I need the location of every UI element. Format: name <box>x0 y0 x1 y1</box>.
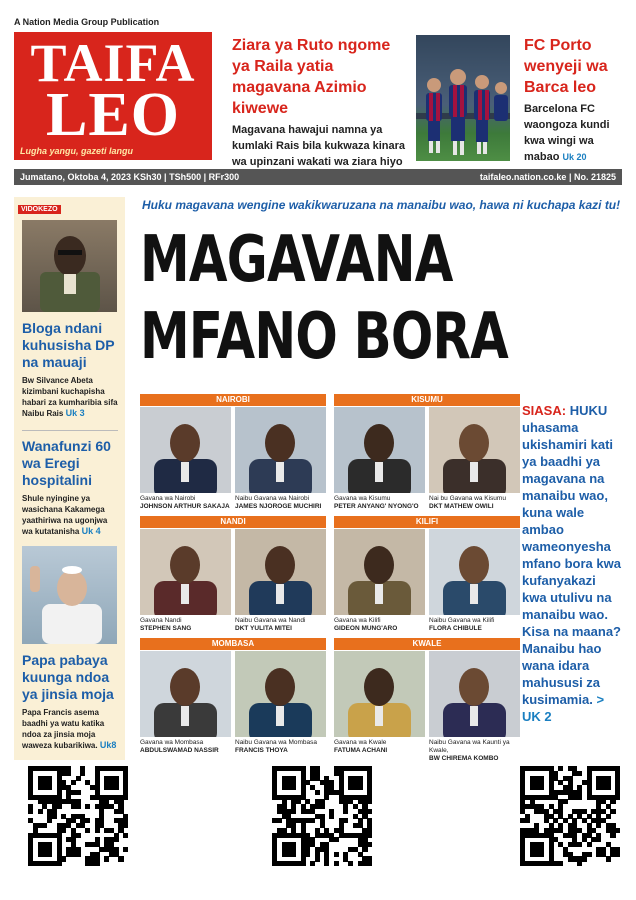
portrait-caption <box>334 739 429 755</box>
sidebar-story-papa[interactable] <box>22 652 120 751</box>
portrait-caption <box>235 617 330 633</box>
siasa-label: SIASA: <box>522 403 567 418</box>
caption-role: Naibu Gavana wa Nandi <box>235 617 306 624</box>
vidokezo-label: VIDOKEZO <box>18 205 61 214</box>
page-ref: Uk 4 <box>81 526 101 536</box>
caption-role: Naibu Gavana wa Kilifi <box>429 617 495 624</box>
qr-code[interactable] <box>520 766 620 866</box>
taifa-leo-logo <box>14 32 212 160</box>
website-issue-number: taifaleo.nation.co.ke | No. 21825 <box>479 172 616 182</box>
caption-name: FRANCIS THOYA <box>235 747 288 754</box>
county-bar-nandi: NANDI <box>140 516 326 528</box>
teaser-text: Magavana hawajui namna ya kumlaki Rais bila kukwaza kinara wa upinzani wakati wa ziara hiyo <box>232 122 412 186</box>
caption-role: Naibu Gavana wa Nairobi <box>235 495 310 502</box>
qr-code[interactable] <box>272 766 372 866</box>
sidebar-story-bloga[interactable] <box>22 320 120 419</box>
portrait-photo <box>235 529 326 615</box>
caption-role: Gavana wa Nairobi <box>140 495 196 502</box>
main-kicker: Huku magavana wengine wakikwaruzana na manaibu wao, hawa ni kuchapa kazi tu! <box>142 198 621 212</box>
caption-name: JOHNSON ARTHUR SAKAJA <box>140 503 230 510</box>
portrait-photo <box>334 651 425 737</box>
logo-tagline: Lugha yangu, gazeti langu <box>20 146 134 156</box>
caption-name: DKT MATHEW OWILI <box>429 503 494 510</box>
logo-word-leo: LEO <box>46 81 180 149</box>
caption-role: Gavana Nandi <box>140 617 182 624</box>
caption-name: JAMES NJOROGE MUCHIRI <box>235 503 322 510</box>
caption-role: Nai bu Gavana wa Kisumu <box>429 495 506 502</box>
sidebar-photo-abeta <box>22 220 117 312</box>
story-text: Papa Francis asema baadhi ya watu katika ndoa za jinsia moja waweza kubarikiwa. Uk8 <box>22 708 117 750</box>
headline-line-2: MFANO BORA <box>140 300 509 374</box>
page-ref: Uk8 <box>99 740 117 750</box>
portrait-caption <box>429 495 524 511</box>
story-title: Bloga ndani kuhusisha DP na mauaji <box>22 320 115 370</box>
portrait-photo <box>140 407 231 493</box>
caption-role: Naibu Gavana wa Kaunti ya Kwale, <box>429 739 510 754</box>
siasa-page-ref: > UK 2 <box>522 692 605 724</box>
story-text: Bw Silvance Abeta kizimbani kuchapisha habari za kumharibia sifa Naibu Rais Uk 3 <box>22 376 118 418</box>
story-title: Wanafunzi 60 wa Eregi hospitalini <box>22 438 111 488</box>
caption-name: GIDEON MUNG'ARO <box>334 625 398 632</box>
teaser-porto[interactable] <box>524 35 624 165</box>
caption-name: STEPHEN SANG <box>140 625 192 632</box>
football-photo <box>416 35 510 161</box>
portrait-photo <box>429 651 520 737</box>
county-bar-mombasa: MOMBASA <box>140 638 326 650</box>
publisher-line: A Nation Media Group Publication <box>14 17 160 27</box>
page-ref: Uk 3 <box>65 408 85 418</box>
portrait-caption <box>140 495 235 511</box>
teaser-title: Ziara ya Ruto ngome ya Raila yatia magavana Azimio kiwewe <box>232 37 391 117</box>
football-players-illustration <box>416 35 510 161</box>
portrait-caption <box>235 739 330 755</box>
siasa-text: HUKU uhasama ukishamiri kati ya baadhi ya magavana na manaibu wao, kuna wale ambao wameonyesha mfano bora kwa kufanyakazi kwa utulivu na manaibu wao. Kisa na maana? Manaibu hao wana idara mahususi za kusimamia. <box>522 403 621 707</box>
portrait-caption <box>334 617 429 633</box>
caption-name: FATUMA ACHANI <box>334 747 388 754</box>
story-title: Papa pabaya kuunga ndoa ya jinsia moja <box>22 652 114 702</box>
portrait-photo <box>140 529 231 615</box>
caption-role: Gavana wa Kwale <box>334 739 387 746</box>
sidebar-story-eregi[interactable] <box>22 438 120 537</box>
portrait-photo <box>334 407 425 493</box>
portrait-photo <box>235 651 326 737</box>
caption-role: Gavana wa Kilifi <box>334 617 381 624</box>
sidebar-photo-pope <box>22 546 117 644</box>
caption-name: PETER ANYANG' NYONG'O <box>334 503 419 510</box>
qr-code[interactable] <box>28 766 128 866</box>
portrait-caption <box>140 617 235 633</box>
caption-name: ABDULSWAMAD NASSIR <box>140 747 219 754</box>
dateline-bar <box>14 169 622 185</box>
portrait-caption <box>429 617 524 633</box>
portrait-photo <box>235 407 326 493</box>
sidebar-divider <box>22 430 118 431</box>
county-bar-nairobi: NAIROBI <box>140 394 326 406</box>
headline-line-1: MAGAVANA <box>140 223 453 297</box>
caption-name: BW CHIREMA KOMBO <box>429 755 499 762</box>
portrait-caption <box>334 495 429 511</box>
siasa-column <box>522 402 622 725</box>
county-bar-kwale: KWALE <box>334 638 520 650</box>
caption-name: FLORA CHIBULE <box>429 625 482 632</box>
story-text: Shule nyingine ya wasichana Kakamega yaathiriwa na ugonjwa wa kutatanisha Uk 4 <box>22 494 108 536</box>
portrait-caption <box>140 739 235 755</box>
logo-word-taifa: TAIFA <box>30 33 196 93</box>
teaser-text: Barcelona FC waongoza kundi kwa wingi wa mabao Uk 20 <box>524 103 610 163</box>
portrait-caption <box>429 739 524 763</box>
caption-role: Gavana wa Kisumu <box>334 495 391 502</box>
caption-role: Naibu Gavana wa Mombasa <box>235 739 318 746</box>
portrait-photo <box>140 651 231 737</box>
teaser-ruto[interactable] <box>232 35 412 186</box>
county-bar-kilifi: KILIFI <box>334 516 520 528</box>
portrait-caption <box>235 495 330 511</box>
issue-date-price: Jumatano, Oktoba 4, 2023 KSh30 | TSh500 | RFr300 <box>20 172 240 182</box>
teaser-title: FC Porto wenyeji wa Barca leo <box>524 37 608 96</box>
portrait-photo <box>429 529 520 615</box>
page-ref: Uk 20 <box>562 152 587 162</box>
portrait-photo <box>429 407 520 493</box>
portrait-photo <box>334 529 425 615</box>
caption-name: DKT YULITA MITEI <box>235 625 292 632</box>
county-bar-kisumu: KISUMU <box>334 394 520 406</box>
caption-role: Gavana wa Mombasa <box>140 739 204 746</box>
